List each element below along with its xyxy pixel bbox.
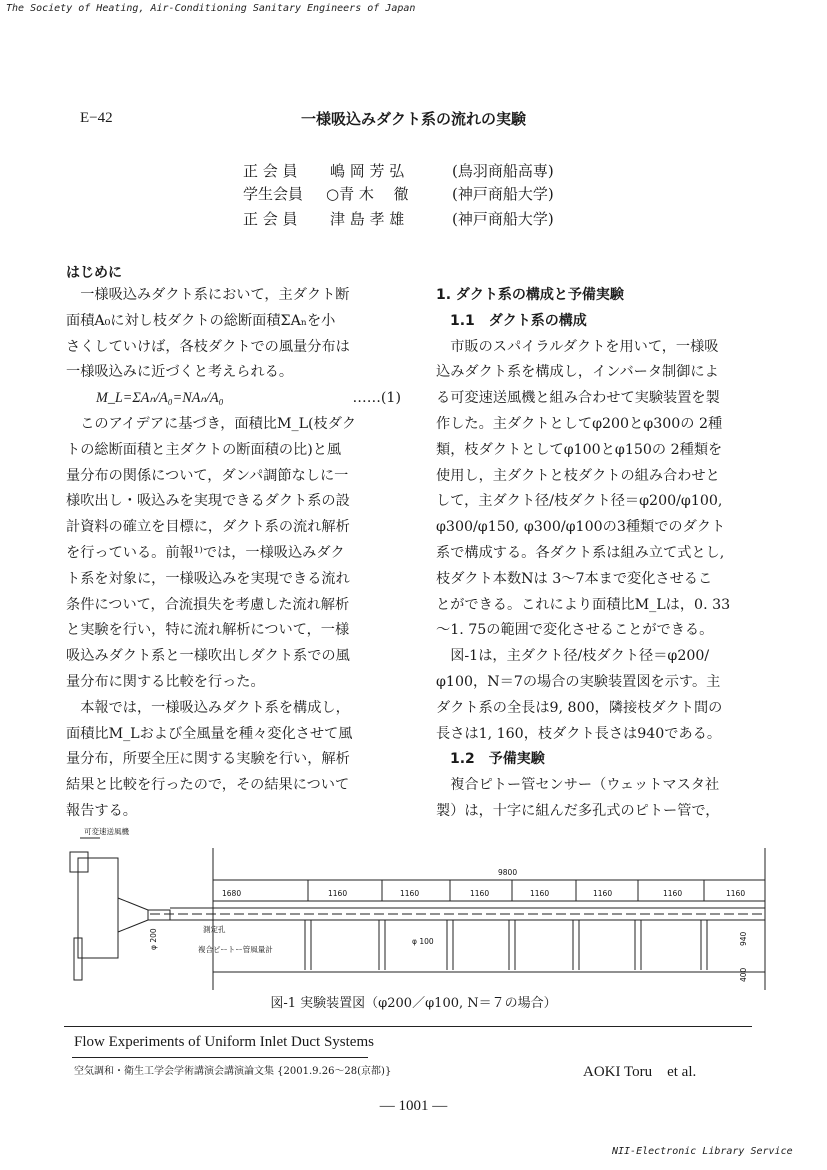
english-title: Flow Experiments of Uniform Inlet Duct Systems	[74, 1034, 374, 1050]
author-name: 津 島 孝 雄	[330, 210, 405, 228]
conference-info: 空気調和・衛生工学会学術講演会講演論文集 {2001.9.26〜28(京都)}	[74, 1066, 392, 1077]
paper-title: 一様吸込みダクト系の流れの実験	[300, 110, 526, 128]
segment-length-label: 1160	[400, 889, 420, 898]
text-line: を行っている。前報¹⁾では，一様吸込みダク	[66, 544, 345, 561]
hole-label: 測定孔	[203, 925, 226, 934]
text-line: 量分布，所要全圧に関する実験を行い，解析	[66, 751, 350, 768]
text-line: 類，枝ダクトとしてφ100とφ150の 2種類を	[436, 441, 723, 458]
fan-transition	[118, 898, 148, 932]
text-line: 系で構成する。各ダクト系は組み立て式とし,	[436, 544, 725, 561]
text-line: 長さは1, 160，枝ダクト長さは940である。	[436, 725, 722, 742]
fan-body	[78, 858, 118, 958]
branch-length-label: 940	[739, 931, 748, 946]
section-heading: 1. ダクト系の構成と予備実験	[436, 287, 624, 303]
segment-length-label: 1160	[530, 889, 550, 898]
text-line: 複合ピトー管センサー（ウェットマスタ社	[436, 777, 720, 794]
text-line: と実験を行い，特に流れ解析について，一様	[66, 622, 350, 639]
text-line: さくしていけば，各枝ダクトでの風量分布は	[66, 338, 350, 355]
branch-duct	[635, 880, 641, 970]
author-affiliation: (神戸商船大学)	[452, 210, 554, 228]
text-line: 面積比M_Lおよび全風量を種々変化させて風	[66, 725, 353, 742]
branch-duct	[573, 880, 579, 970]
text-line: 報告する。	[66, 802, 137, 819]
text-line: 一様吸込みに近づくと考えられる。	[66, 364, 294, 381]
pitot-label: 複合ピートー管風量計	[198, 945, 273, 954]
equation-line	[66, 386, 401, 412]
footer-rule	[64, 1026, 752, 1027]
text-line: 量分布に関する比較を行った。	[66, 673, 265, 690]
text-line: 本報では，一様吸込みダクト系を構成し，	[66, 699, 350, 716]
equation: M_L=ΣAₙ/A₀=NAₙ/A₀	[96, 390, 224, 407]
text-line: 製）は，十字に組んだ多孔式のピトー管で，	[436, 802, 720, 819]
text-line: 枝ダクト本数Nは 3〜7本まで変化させるこ	[436, 570, 713, 587]
text-line: る可変速送風機と組み合わせて実験装置を製	[436, 390, 720, 407]
section-heading: 1.2 予備実験	[450, 751, 545, 768]
library-service-footer: NII-Electronic Library Service	[612, 1146, 793, 1157]
segment-length-label: 1160	[470, 889, 490, 898]
society-header: The Society of Heating, Air-Conditioning Sanitary Engineers of Japan	[6, 3, 416, 14]
conference-rule	[72, 1057, 368, 1058]
author-affiliation: (鳥羽商船高専)	[452, 162, 554, 180]
text-line: 条件について，合流損失を考慮した流れ解析	[66, 596, 350, 613]
figure-apparatus	[60, 820, 780, 999]
branch-duct	[701, 880, 707, 970]
text-line: 吸込みダクト系と一様吹出しダクト系での風	[66, 648, 350, 665]
text-line: φ300/φ150, φ300/φ100の3種類でのダクト	[436, 519, 726, 536]
english-authors: AOKI Toru et al.	[583, 1064, 697, 1080]
author-name: ○青 木 徹	[326, 185, 409, 203]
text-line: 量分布の関係について，ダンパ調節なしに一	[66, 467, 349, 484]
text-line: トの総断面積と主ダクトの断面積の比)と風	[66, 441, 342, 458]
text-line: ダクト系の全長は9, 800，隣接枝ダクト間の	[436, 699, 723, 716]
branch-diameter-label: φ 100	[412, 937, 434, 946]
text-line: φ100，N＝7の場合の実験装置図を示す。主	[436, 673, 721, 690]
text-line: このアイデアに基づき，面積比M_L(枝ダク	[66, 415, 357, 432]
segment-length-label: 1160	[663, 889, 683, 898]
section-heading: 1.1 ダクト系の構成	[450, 312, 587, 329]
figure-caption: 図-1 実験装置図（φ200／φ100, N＝７の場合）	[270, 996, 557, 1011]
segment-length-label: 1160	[726, 889, 746, 898]
segment-length-label: 1160	[593, 889, 613, 898]
text-line: とができる。これにより面積比M_Lは，0. 33	[436, 596, 731, 613]
branch-duct	[305, 880, 311, 970]
text-line: 計資料の確立を目標に，ダクト系の流れ解析	[66, 519, 350, 536]
right-column-text	[436, 283, 771, 825]
fan-label: 可変速送風機	[84, 827, 129, 836]
author-affiliation: (神戸商船大学)	[452, 185, 554, 203]
text-line: 〜1. 75の範囲で変化させることができる。	[436, 622, 714, 639]
text-line: 一様吸込みダクト系において，主ダクト断	[66, 287, 350, 303]
author-role: 学生会員	[243, 185, 304, 203]
branch-duct	[447, 880, 453, 970]
segment-length-label: 1680	[222, 889, 242, 898]
author-name: 嶋 岡 芳 弘	[330, 162, 405, 180]
text-line: 図-1は，主ダクト径/枝ダクト径＝φ200/	[436, 648, 710, 665]
author-role: 正 会 員	[243, 210, 298, 228]
author-role: 正 会 員	[243, 162, 298, 180]
fan-motor	[70, 852, 88, 872]
text-line: 様吹出し・吸込みを実現できるダクト系の設	[66, 493, 350, 510]
branch-duct	[509, 880, 515, 970]
text-line: して，主ダクト径/枝ダクト径＝φ200/φ100,	[436, 493, 723, 510]
text-line: 面積A₀に対し枝ダクトの総断面積ΣAₙを小	[66, 312, 336, 329]
total-length-label: 9800	[498, 868, 518, 877]
bottom-length-label: 400	[739, 967, 748, 982]
page-number: — 1001 —	[379, 1098, 448, 1114]
text-line: 使用し，主ダクトと枝ダクトの組み合わせと	[436, 467, 720, 484]
text-line: ト系を対象に，一様吸込みを実現できる流れ	[66, 570, 350, 587]
text-line: 込みダクト系を構成し，インバータ制御によ	[436, 364, 719, 381]
left-column-text	[66, 283, 401, 825]
text-line: 市販のスパイラルダクトを用いて，一様吸	[436, 338, 719, 355]
segment-length-label: 1160	[328, 889, 348, 898]
paper-code: E−42	[80, 110, 113, 126]
text-line: 結果と比較を行ったので，その結果について	[66, 777, 350, 794]
main-diameter-label: φ 200	[149, 928, 158, 950]
equation-number: ……(1)	[352, 390, 401, 407]
section-heading-intro: はじめに	[66, 265, 122, 281]
branch-duct	[379, 880, 385, 970]
text-line: 作した。主ダクトとしてφ200とφ300の 2種	[436, 415, 723, 432]
